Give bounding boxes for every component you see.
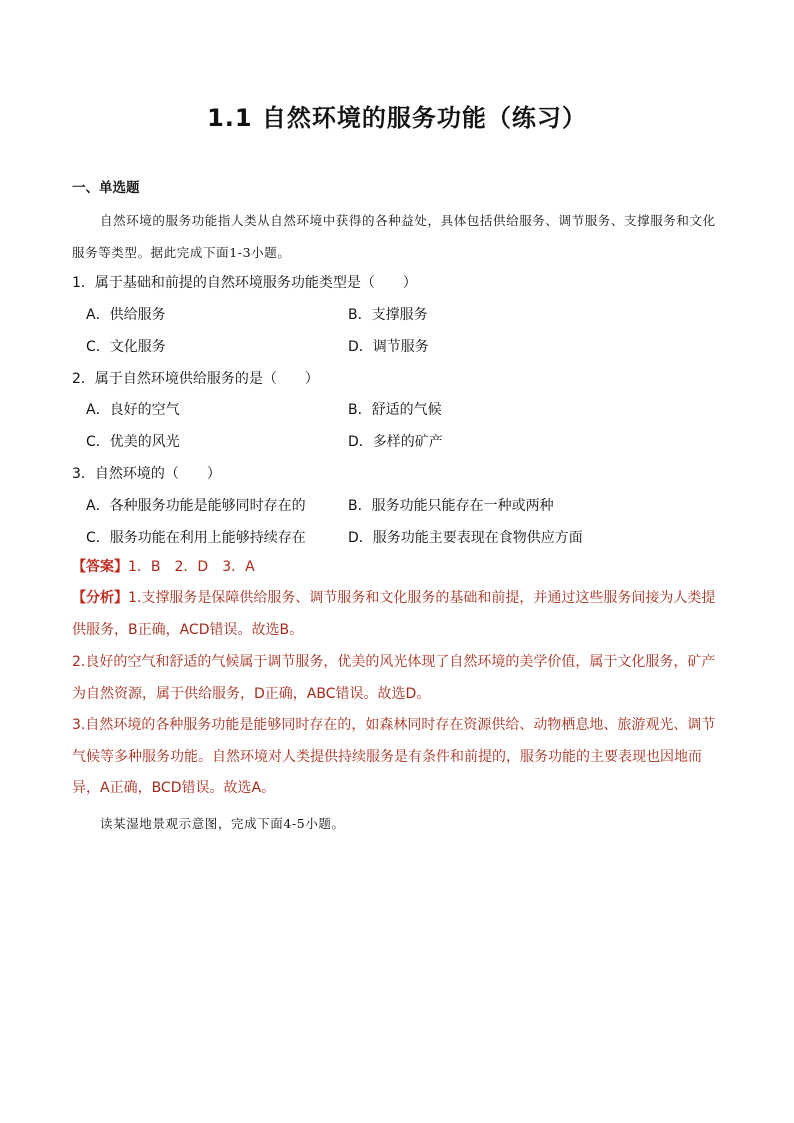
question-3-option-c: C．服务功能在利用上能够持续存在 bbox=[86, 530, 306, 546]
analysis-paragraph-1 bbox=[72, 583, 724, 646]
question-1-option-d: D．调节服务 bbox=[348, 339, 429, 355]
question-1-option-c: C．文化服务 bbox=[86, 339, 166, 355]
intro-paragraph: 自然环境的服务功能指人类从自然环境中获得的各种益处，具体包括供给服务、调节服务、支撑服务和文化服务等类型。据此完成下面1-3小题。 bbox=[72, 213, 716, 260]
question-2-option-c: C．优美的风光 bbox=[86, 434, 180, 450]
question-3-option-d: D．服务功能主要表现在食物供应方面 bbox=[348, 530, 583, 546]
question-2-option-b: B．舒适的气候 bbox=[348, 402, 442, 418]
analysis-tag: 【分析】 bbox=[72, 590, 128, 606]
question-1-option-b: B．支撑服务 bbox=[348, 307, 428, 323]
question-2-option-a: A．良好的空气 bbox=[86, 402, 180, 418]
question-3-option-b: B．服务功能只能存在一种或两种 bbox=[348, 498, 554, 514]
answer-tag: 【答案】 bbox=[72, 559, 128, 575]
question-1-stem: 1．属于基础和前提的自然环境服务功能类型是（ ） bbox=[72, 275, 417, 291]
read-prompt: 读某湿地景观示意图，完成下面4-5小题。 bbox=[100, 816, 345, 831]
analysis-paragraph-3: 3.自然环境的各种服务功能是能够同时存在的，如森林同时存在资源供给、动物栖息地、旅游观光、调节气候等多种服务功能。自然环境对人类提供持续服务是有条件和前提的，服务功能的主要表现也因地而异，A正确，BCD错误。故选A。 bbox=[72, 717, 716, 796]
answer-value: 3．A bbox=[222, 559, 255, 575]
answer-line bbox=[72, 556, 269, 576]
question-3-stem: 3．自然环境的（ ） bbox=[72, 466, 221, 482]
section-heading: 一、单选题 bbox=[72, 180, 140, 196]
answer-value: 2．D bbox=[174, 559, 209, 575]
page-title: 1.1 自然环境的服务功能（练习） bbox=[207, 104, 587, 132]
analysis-paragraph-2: 2.良好的空气和舒适的气候属于调节服务，优美的风光体现了自然环境的美学价值，属于文化服务，矿产为自然资源，属于供给服务，D正确，ABC错误。故选D。 bbox=[72, 654, 716, 702]
question-3-option-a: A．各种服务功能是能够同时存在的 bbox=[86, 498, 306, 514]
question-1-option-a: A．供给服务 bbox=[86, 307, 166, 323]
question-2-stem: 2．属于自然环境供给服务的是（ ） bbox=[72, 371, 319, 387]
analysis-text-1: 1.支撑服务是保障供给服务、调节服务和文化服务的基础和前提，并通过这些服务间接为人类提供服务，B正确，ACD错误。故选B。 bbox=[72, 590, 716, 638]
question-2-option-d: D．多样的矿产 bbox=[348, 434, 443, 450]
answer-value: 1．B bbox=[128, 559, 161, 575]
